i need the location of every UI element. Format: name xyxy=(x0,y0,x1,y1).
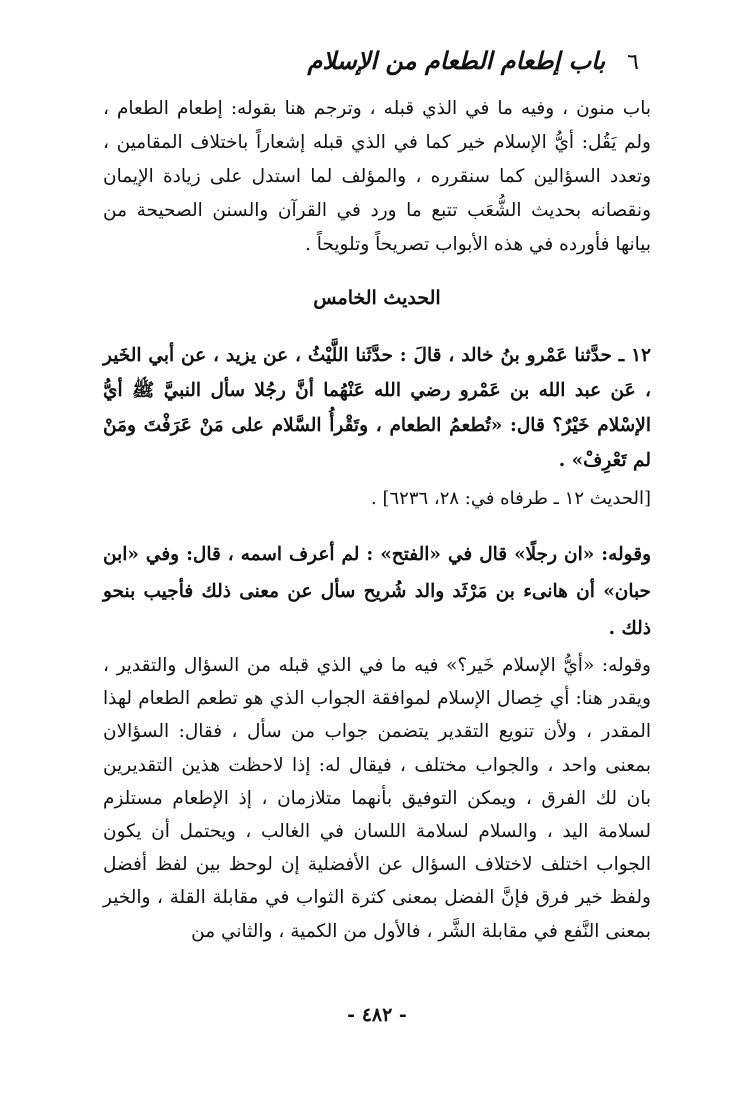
hadith-reference: [الحديث ١٢ ـ طرفاه في: ٢٨، ٦٢٣٦] . xyxy=(371,488,651,509)
header-title: باب إطعام الطعام من الإسلام xyxy=(307,46,606,75)
intro-paragraph: باب منون ، وفيه ما في الذي قبله ، وترجم هنا بقوله: إطعام الطعام ، ولم يَقُل: أيُّ الإسلام خير كما في الذي قبله إشعاراً باختلاف المقامين ، وتعدد السؤالين كما سنقرره ، والمؤلف لما استدل على زيادة الإيمان ونقصانه بحديث الشُّعَب تتبع ما ورد في القرآن والسنن الصحيحة من بيانها فأورده في هذه الأبواب تصريحاً وتلويحاً . xyxy=(103,98,651,255)
page-header xyxy=(119,46,639,75)
page-footer-number: - ٤٨٢ - xyxy=(347,1004,407,1026)
commentary-paragraph-1: وقوله: «ان رجلًا» قال في «الفتح» : لم أعرف اسمه ، قال: وفي «ابن حبان» أن هانىء بن مَرْثَد والد شُريح سأل عن معنى ذلك فأجيب بنحو ذلك . xyxy=(103,544,651,639)
hadith-heading: الحديث الخامس xyxy=(313,287,441,309)
header-page-number: ٦ xyxy=(627,50,639,75)
commentary-paragraph-2: وقوله: «أيُّ الإسلام خَير؟» فيه ما في الذي قبله من السؤال والتقدير ، ويقدر هنا: أي خِصال الإسلام لموافقة الجواب الذي هو تطعم الطعام لهذا المقدر ، ولأن تنويع التقدير يتضمن جواب من سأل ، فقال: السؤالان بمعنى واحد ، والجواب مختلف ، فيقال له: إذا لاحظت هذين التقديرين بان لك الفرق ، ويمكن التوفيق بأنهما متلازمان ، إذ الإطعام مستلزم لسلامة اليد ، والسلام لسلامة اللسان في الغالب ، ويحتمل أن يكون الجواب اختلف لاختلاف السؤال عن الأفضلية إن لوحظ بين لفظ أفضل ولفظ خير فرق فإنَّ الفضل بمعنى كثرة الثواب في مقابلة القلة ، والخير بمعنى النَّفع في مقابلة الشَّر ، فالأول من الكمية ، والثاني من xyxy=(103,655,651,942)
hadith-text: ١٢ ـ حدَّثنا عَمْرو بنُ خالد ، قالَ : حدَّثَنا اللَّيْثُ ، عن يزيد ، عن أبي الخَير ، عَن عبد الله بن عَمْرو رضي الله عَنْهُما أنَّ رجُلا سأل النبيَّ ﷺ أيُّ الإسْلام خَيْرٌ؟ قال: «تُطعمُ الطعام ، وتَقْرأُ السَّلام على مَنْ عَرَفْتَ ومَنْ لم تَعْرِفْ» . xyxy=(103,345,651,471)
